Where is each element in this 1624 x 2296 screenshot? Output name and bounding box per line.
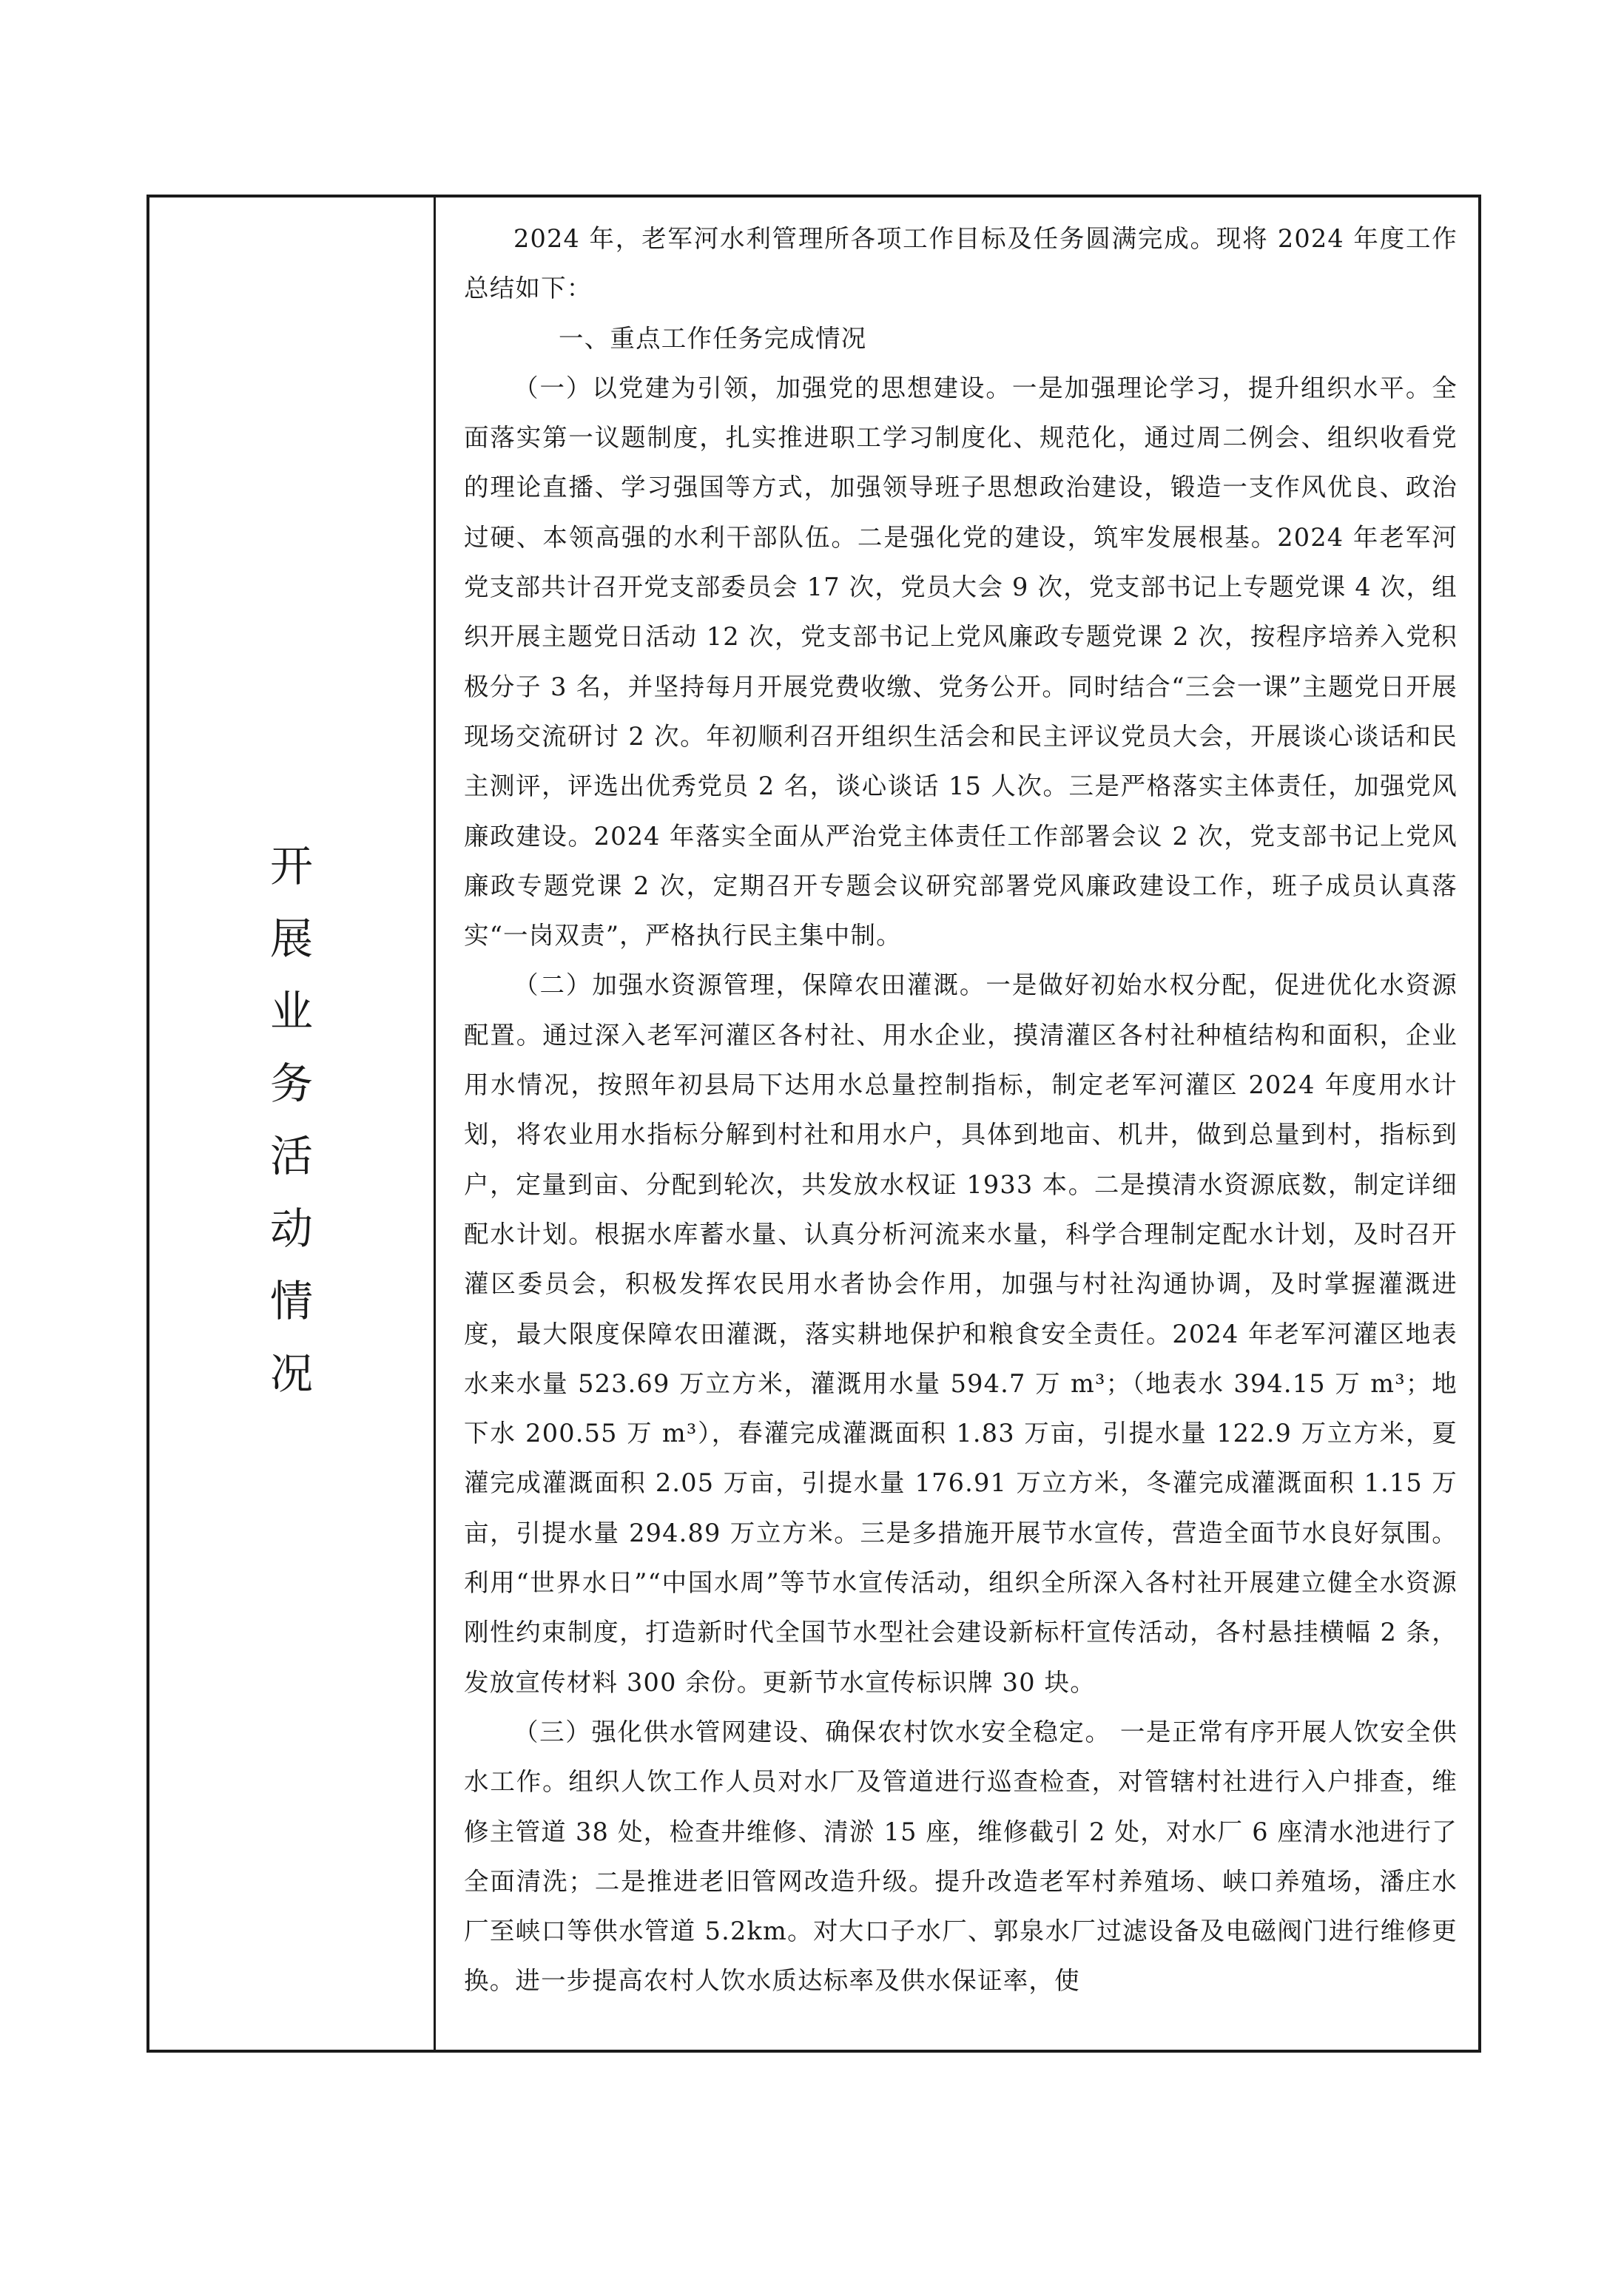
form-table	[146, 195, 1481, 2053]
side-label: 开展业务活动情况	[269, 841, 313, 1399]
body-paragraph: （三）强化供水管网建设、确保农村饮水安全稳定。 一是正常有序开展人饮安全供水工作。组织人饮工作人员对水厂及管道进行巡查检查，对管辖村社进行入户排查，维修主管道 38 处，检查井维修、清淤 15 座，维修截引 2 处，对水厂 6 座清水池进行了全面清洗；二是推进老旧管网改造升级。提升改造老军村养殖场、峡口养殖场，潘庄水厂至峡口等供水管道 5.2km。对大口子水厂、郭泉水厂过滤设备及电磁阀门进行维修更换。进一步提高农村人饮水质达标率及供水保证率，使	[464, 1717, 1458, 1996]
section-heading: 一、重点工作任务完成情况	[559, 323, 867, 353]
label-cell	[149, 197, 436, 2050]
body-paragraph: （二）加强水资源管理，保障农田灌溉。一是做好初始水权分配，促进优化水资源配置。通过深入老军河灌区各村社、用水企业，摸清灌区各村社种植结构和面积，企业用水情况，按照年初县局下达用水总量控制指标，制定老军河灌区 2024 年度用水计划，将农业用水指标分解到村社和用水户，具体到地亩、机井，做到总量到村，指标到户，定量到亩、分配到轮次，共发放水权证 1933 本。二是摸清水资源底数，制定详细配水计划。根据水库蓄水量、认真分析河流来水量，科学合理制定配水计划，及时召开灌区委员会，积极发挥农民用水者协会作用，加强与村社沟通协调，及时掌握灌溉进度，最大限度保障农田灌溉，落实耕地保护和粮食安全责任。2024 年老军河灌区地表水来水量 523.69 万立方米，灌溉用水量 594.7 万 m³；（地表水 394.15 万 m³；地下水 200.55 万 m³），春灌完成灌溉面积 1.83 万亩，引提水量 122.9 万立方米，夏灌完成灌溉面积 2.05 万亩，引提水量 176.91 万立方米，冬灌完成灌溉面积 1.15 万亩，引提水量 294.89 万立方米。三是多措施开展节水宣传，营造全面节水良好氛围。利用“世界水日”“中国水周”等节水宣传活动，组织全所深入各村社开展建立健全水资源刚性约束制度，打造新时代全国节水型社会建设新标杆宣传活动，各村悬挂横幅 2 条，发放宣传材料 300 余份。更新节水宣传标识牌 30 块。	[464, 970, 1458, 1697]
body-paragraph: （一）以党建为引领，加强党的思想建设。一是加强理论学习，提升组织水平。全面落实第一议题制度，扎实推进职工学习制度化、规范化，通过周二例会、组织收看党的理论直播、学习强国等方式，加强领导班子思想政治建设，锻造一支作风优良、政治过硬、本领高强的水利干部队伍。二是强化党的建设，筑牢发展根基。2024 年老军河党支部共计召开党支部委员会 17 次，党员大会 9 次，党支部书记上专题党课 4 次，组织开展主题党日活动 12 次，党支部书记上党风廉政专题党课 2 次，按程序培养入党积极分子 3 名，并坚持每月开展党费收缴、党务公开。同时结合“三会一课”主题党日开展现场交流研讨 2 次。年初顺利召开组织生活会和民主评议党员大会，开展谈心谈话和民主测评，评选出优秀党员 2 名，谈心谈话 15 人次。三是严格落实主体责任，加强党风廉政建设。2024 年落实全面从严治党主体责任工作部署会议 2 次，党支部书记上党风廉政专题党课 2 次，定期召开专题会议研究部署党风廉政建设工作，班子成员认真落实“一岗双责”，严格执行民主集中制。	[464, 373, 1458, 951]
content-cell	[436, 197, 1478, 2050]
intro-paragraph: 2024 年，老军河水利管理所各项工作目标及任务圆满完成。现将 2024 年度工作总结如下：	[464, 224, 1458, 303]
